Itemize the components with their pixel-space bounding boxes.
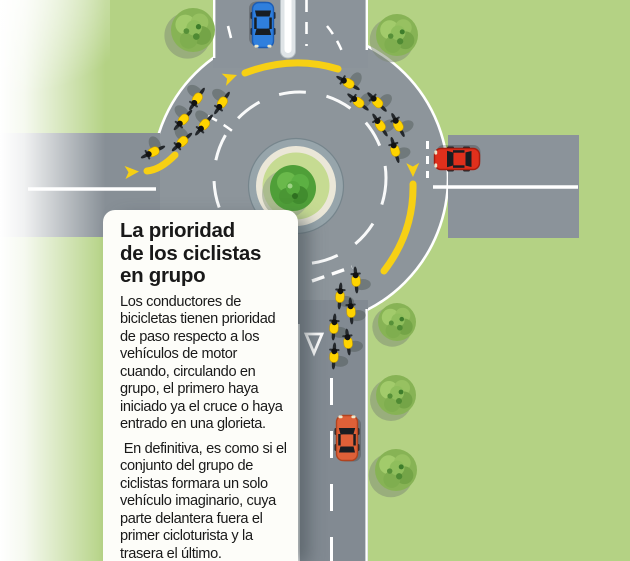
tree (370, 14, 418, 62)
orange-car-approaching-from-bottom (335, 415, 362, 461)
tree (370, 375, 416, 421)
panel-paragraph-2: En definitiva, es como si el conjunto del grupo de ciclistas formara un solo vehículo imaginario, cuya parte delantera fuera el primer cicloturista y la trasera el último. (120, 440, 291, 561)
blue-car-entering-from-top (249, 1, 276, 47)
panel-title-line: en grupo (120, 264, 206, 288)
panel-title-line: de los ciclistas (120, 241, 262, 265)
tree (369, 449, 417, 497)
median-strip (281, 0, 296, 58)
red-car-waiting-right-entry (434, 145, 480, 172)
panel-paragraph-1: Los conductores de bicicletas tienen prioridad de paso respecto a los vehículos de motor cuando, circulando en grupo, el primero haya iniciado ya el cruce o haya entrado en una glorieta. (120, 293, 287, 433)
tree (372, 303, 416, 347)
info-panel (103, 210, 298, 561)
tree (164, 8, 215, 59)
panel-title-line: La prioridad (120, 219, 235, 242)
panel-title (120, 220, 290, 288)
